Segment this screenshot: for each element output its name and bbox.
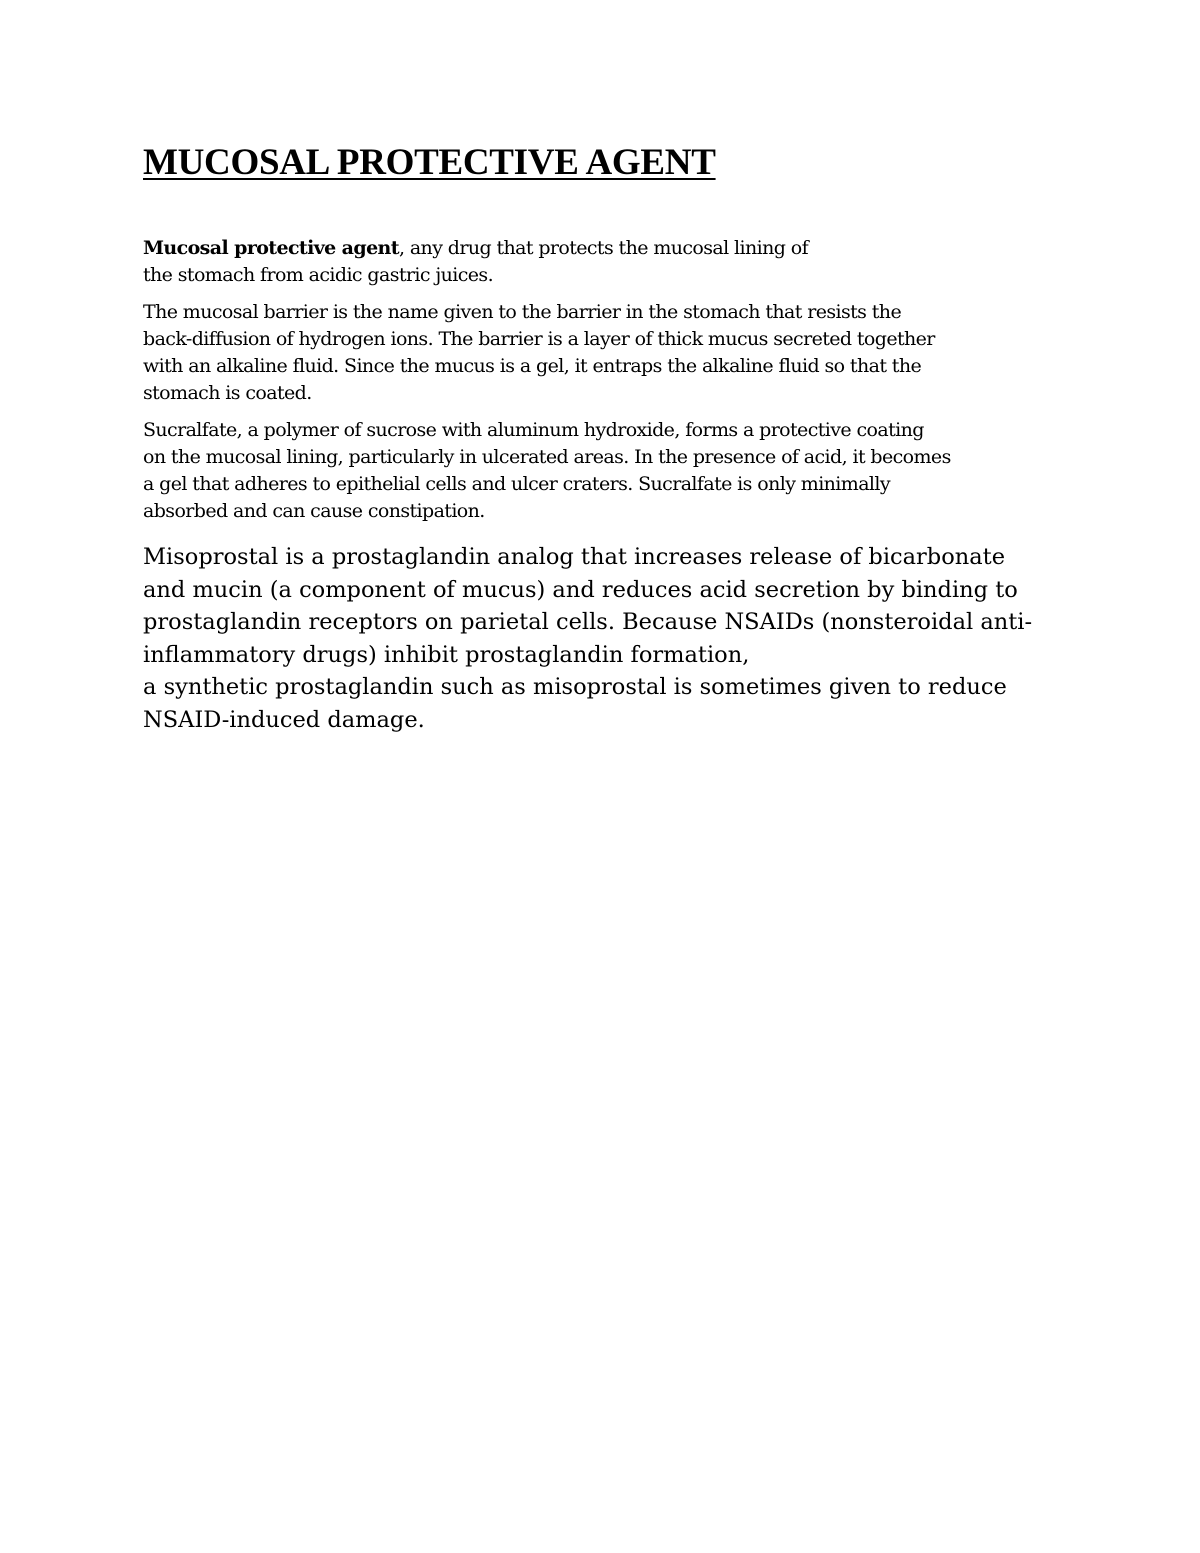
paragraph-line: a synthetic prostaglandin such as misoprostal is sometimes given to reduce [143, 674, 1007, 700]
intro-paragraph [143, 235, 1068, 289]
paragraph-line: stomach is coated. [143, 382, 312, 404]
paragraph-line: and mucin (a component of mucus) and reduces acid secretion by binding to [143, 576, 1018, 603]
document-body [143, 141, 1068, 736]
misoprostal-paragraph [143, 541, 1068, 736]
intro-term: Mucosal protective agent [143, 237, 399, 259]
paragraph-line: with an alkaline fluid. Since the mucus is a gel, it entraps the alkaline fluid so that the [143, 355, 922, 377]
paragraph-line: a gel that adheres to epithelial cells and ulcer craters. Sucralfate is only minimally [143, 473, 891, 495]
paragraph-line: absorbed and can cause constipation. [143, 500, 485, 522]
paragraph-line: Misoprostal is a prostaglandin analog that increases release of bicarbonate [143, 544, 1006, 570]
mucosal-barrier-paragraph [143, 299, 1068, 407]
paragraph-line: inflammatory drugs) inhibit prostaglandin formation, [143, 641, 750, 668]
paragraph-line: The mucosal barrier is the name given to the barrier in the stomach that resists the [143, 301, 902, 323]
document-title: MUCOSAL PROTECTIVE AGENT [143, 142, 716, 183]
paragraph-line: Sucralfate, a polymer of sucrose with aluminum hydroxide, forms a protective coating [143, 419, 924, 441]
paragraph-line: on the mucosal lining, particularly in ulcerated areas. In the presence of acid, it becomes [143, 446, 951, 468]
paragraph-line: NSAID-induced damage. [143, 706, 425, 733]
sucralfate-paragraph [143, 417, 1068, 525]
paragraph-line: back-diffusion of hydrogen ions. The barrier is a layer of thick mucus secreted together [143, 328, 935, 350]
intro-line-2: the stomach from acidic gastric juices. [143, 264, 494, 286]
intro-line-1-text: , any drug that protects the mucosal lining of [398, 237, 809, 259]
intro-line-1 [143, 235, 1068, 262]
paragraph-line: prostaglandin receptors on parietal cells. Because NSAIDs (nonsteroidal anti- [143, 609, 1033, 635]
